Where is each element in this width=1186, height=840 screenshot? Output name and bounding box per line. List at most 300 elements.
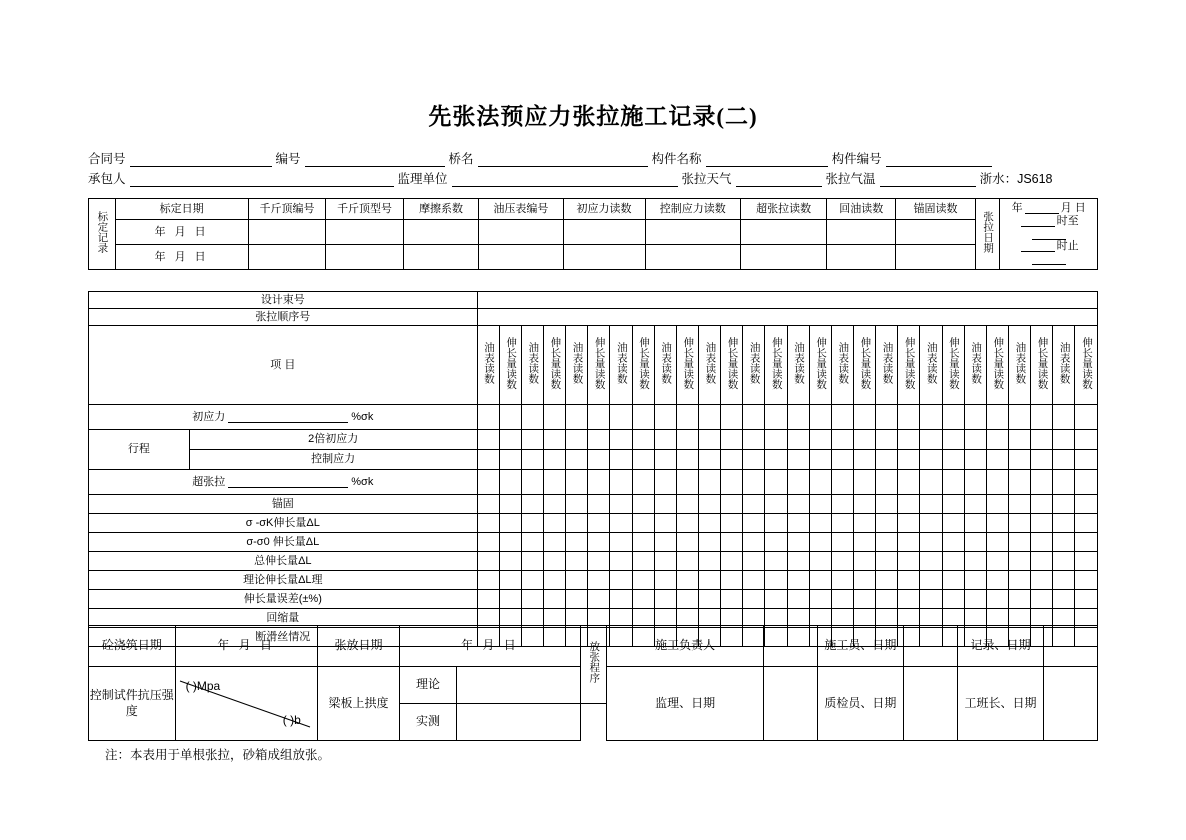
cell[interactable]	[632, 450, 654, 470]
cell[interactable]	[809, 514, 831, 533]
cell[interactable]	[942, 495, 964, 514]
cell[interactable]	[499, 450, 521, 470]
cell[interactable]	[920, 405, 942, 430]
cell[interactable]	[676, 590, 698, 609]
cell[interactable]	[676, 405, 698, 430]
cell[interactable]	[942, 552, 964, 571]
cell[interactable]	[632, 405, 654, 430]
cell[interactable]	[831, 552, 853, 571]
cell[interactable]	[942, 590, 964, 609]
cell[interactable]	[1031, 552, 1053, 571]
cell[interactable]	[676, 571, 698, 590]
cell[interactable]	[1053, 470, 1075, 495]
cell[interactable]	[809, 552, 831, 571]
cell[interactable]	[721, 430, 743, 450]
cell[interactable]	[588, 470, 610, 495]
cell[interactable]	[632, 533, 654, 552]
cell[interactable]	[942, 450, 964, 470]
cell[interactable]	[809, 533, 831, 552]
cell[interactable]	[1075, 552, 1098, 571]
cell[interactable]	[654, 533, 676, 552]
cell[interactable]	[632, 430, 654, 450]
cell[interactable]	[566, 495, 588, 514]
cell[interactable]	[876, 450, 898, 470]
cell[interactable]	[632, 590, 654, 609]
cell[interactable]	[699, 405, 721, 430]
cell[interactable]	[831, 405, 853, 430]
cell[interactable]	[765, 470, 787, 495]
cell[interactable]	[1009, 495, 1031, 514]
cell[interactable]	[477, 430, 499, 450]
cell[interactable]	[676, 552, 698, 571]
cell[interactable]	[765, 590, 787, 609]
value-constructor[interactable]	[904, 626, 958, 667]
cell[interactable]	[544, 470, 566, 495]
cell[interactable]	[854, 430, 876, 450]
cell[interactable]	[699, 514, 721, 533]
cell[interactable]	[942, 514, 964, 533]
cell[interactable]	[1031, 495, 1053, 514]
field-member-name[interactable]	[706, 151, 828, 167]
cell[interactable]	[699, 450, 721, 470]
cell[interactable]	[876, 495, 898, 514]
cell[interactable]	[477, 470, 499, 495]
cell[interactable]	[654, 571, 676, 590]
cell[interactable]	[676, 533, 698, 552]
cell[interactable]	[986, 552, 1008, 571]
cell[interactable]	[499, 430, 521, 450]
cell[interactable]	[743, 533, 765, 552]
cell[interactable]	[743, 552, 765, 571]
value-release-date[interactable]: 年 月 日	[400, 626, 580, 667]
cell[interactable]	[964, 590, 986, 609]
cell[interactable]	[1031, 571, 1053, 590]
field-number[interactable]	[305, 151, 445, 167]
cell[interactable]	[787, 405, 809, 430]
cell[interactable]	[898, 430, 920, 450]
cell[interactable]	[588, 571, 610, 590]
cell[interactable]	[920, 590, 942, 609]
cell[interactable]	[721, 450, 743, 470]
cell[interactable]	[544, 430, 566, 450]
cell[interactable]	[521, 571, 543, 590]
cell[interactable]	[521, 514, 543, 533]
cell[interactable]	[876, 430, 898, 450]
cell[interactable]	[1009, 552, 1031, 571]
cell[interactable]	[721, 470, 743, 495]
cal-gauge-2[interactable]	[479, 245, 563, 270]
field-temperature[interactable]	[880, 171, 976, 187]
cell[interactable]	[699, 571, 721, 590]
cell[interactable]	[942, 571, 964, 590]
cell[interactable]	[1053, 533, 1075, 552]
cell[interactable]	[831, 590, 853, 609]
cell[interactable]	[964, 552, 986, 571]
cell[interactable]	[566, 514, 588, 533]
cell[interactable]	[588, 533, 610, 552]
cell[interactable]	[743, 405, 765, 430]
cal-friction-2[interactable]	[403, 245, 478, 270]
cal-date-1[interactable]: 年 月 日	[115, 220, 248, 245]
value-responsible[interactable]	[764, 626, 818, 667]
cell[interactable]	[1075, 470, 1098, 495]
cell[interactable]	[765, 514, 787, 533]
cell[interactable]	[854, 571, 876, 590]
cell[interactable]	[831, 495, 853, 514]
cell[interactable]	[632, 495, 654, 514]
cell[interactable]	[544, 590, 566, 609]
cell[interactable]	[854, 495, 876, 514]
cell[interactable]	[1053, 430, 1075, 450]
cell[interactable]	[1009, 590, 1031, 609]
cal-return-1[interactable]	[827, 220, 896, 245]
cell[interactable]	[1009, 405, 1031, 430]
cell[interactable]	[566, 470, 588, 495]
cell[interactable]	[898, 533, 920, 552]
cell[interactable]	[566, 533, 588, 552]
cell[interactable]	[920, 514, 942, 533]
cell[interactable]	[787, 590, 809, 609]
cell[interactable]	[654, 590, 676, 609]
cell[interactable]	[920, 552, 942, 571]
cell[interactable]	[920, 430, 942, 450]
cell[interactable]	[721, 571, 743, 590]
cell[interactable]	[588, 514, 610, 533]
value-record[interactable]	[1044, 626, 1098, 667]
cell[interactable]	[610, 495, 632, 514]
cell[interactable]	[831, 571, 853, 590]
cell[interactable]	[1075, 495, 1098, 514]
cell[interactable]	[854, 470, 876, 495]
cell[interactable]	[544, 495, 566, 514]
cell[interactable]	[676, 514, 698, 533]
cell[interactable]	[610, 405, 632, 430]
cell[interactable]	[964, 514, 986, 533]
cell[interactable]	[898, 590, 920, 609]
cell[interactable]	[477, 514, 499, 533]
cell[interactable]	[699, 495, 721, 514]
cell[interactable]	[477, 533, 499, 552]
cell[interactable]	[477, 405, 499, 430]
cal-over-2[interactable]	[740, 245, 826, 270]
cell[interactable]	[544, 514, 566, 533]
cell[interactable]	[898, 405, 920, 430]
cell[interactable]	[787, 571, 809, 590]
cell[interactable]	[544, 552, 566, 571]
cell[interactable]	[477, 571, 499, 590]
cell[interactable]	[521, 430, 543, 450]
cell[interactable]	[964, 430, 986, 450]
cell[interactable]	[787, 495, 809, 514]
cell[interactable]	[1075, 450, 1098, 470]
cell[interactable]	[898, 495, 920, 514]
cell[interactable]	[654, 514, 676, 533]
cell[interactable]	[743, 470, 765, 495]
sequence-value[interactable]	[477, 309, 1097, 326]
cell[interactable]	[566, 405, 588, 430]
cell[interactable]	[942, 533, 964, 552]
cell[interactable]	[588, 430, 610, 450]
cell[interactable]	[588, 450, 610, 470]
cell[interactable]	[787, 470, 809, 495]
cell[interactable]	[1031, 405, 1053, 430]
cell[interactable]	[1009, 430, 1031, 450]
cell[interactable]	[521, 470, 543, 495]
cell[interactable]	[986, 495, 1008, 514]
cell[interactable]	[964, 405, 986, 430]
cell[interactable]	[699, 533, 721, 552]
cell-zhangla-date-value[interactable]	[1000, 199, 1098, 270]
cell[interactable]	[854, 552, 876, 571]
cell[interactable]	[1009, 470, 1031, 495]
cell[interactable]	[499, 533, 521, 552]
cell[interactable]	[566, 590, 588, 609]
cell[interactable]	[499, 470, 521, 495]
cell[interactable]	[1075, 571, 1098, 590]
cell[interactable]	[654, 470, 676, 495]
cell[interactable]	[809, 470, 831, 495]
cell[interactable]	[964, 450, 986, 470]
cell[interactable]	[964, 470, 986, 495]
field-supervision-unit[interactable]	[452, 171, 678, 187]
cell[interactable]	[610, 470, 632, 495]
cell[interactable]	[964, 571, 986, 590]
cell[interactable]	[986, 571, 1008, 590]
design-bundle-value[interactable]	[477, 292, 1097, 309]
cell[interactable]	[632, 571, 654, 590]
cell[interactable]	[765, 533, 787, 552]
cell[interactable]	[1075, 590, 1098, 609]
cell[interactable]	[809, 571, 831, 590]
cell[interactable]	[521, 495, 543, 514]
cal-anchor-2[interactable]	[896, 245, 976, 270]
cell[interactable]	[610, 430, 632, 450]
cell[interactable]	[632, 470, 654, 495]
cell[interactable]	[1031, 430, 1053, 450]
cell[interactable]	[809, 405, 831, 430]
cell[interactable]	[610, 514, 632, 533]
cell[interactable]	[477, 450, 499, 470]
cell[interactable]	[765, 430, 787, 450]
cell[interactable]	[721, 533, 743, 552]
cell[interactable]	[898, 514, 920, 533]
cal-initial-1[interactable]	[563, 220, 645, 245]
cell[interactable]	[632, 552, 654, 571]
cell[interactable]	[787, 430, 809, 450]
cell[interactable]	[876, 405, 898, 430]
value-theory[interactable]	[456, 667, 580, 704]
field-weather[interactable]	[736, 171, 822, 187]
cell[interactable]	[544, 450, 566, 470]
cell[interactable]	[1009, 514, 1031, 533]
cell[interactable]	[632, 514, 654, 533]
cell[interactable]	[986, 450, 1008, 470]
cal-return-2[interactable]	[827, 245, 896, 270]
cell[interactable]	[1053, 590, 1075, 609]
cell[interactable]	[676, 495, 698, 514]
cell[interactable]	[1031, 470, 1053, 495]
cell[interactable]	[499, 495, 521, 514]
cell[interactable]	[1053, 450, 1075, 470]
cell[interactable]	[809, 450, 831, 470]
cell[interactable]	[588, 405, 610, 430]
cell[interactable]	[743, 571, 765, 590]
cal-jackmodel-1[interactable]	[326, 220, 404, 245]
cell[interactable]	[765, 495, 787, 514]
cell[interactable]	[787, 552, 809, 571]
cell[interactable]	[699, 552, 721, 571]
cal-jackno-1[interactable]	[248, 220, 326, 245]
cell[interactable]	[499, 514, 521, 533]
cell[interactable]	[521, 552, 543, 571]
field-member-no[interactable]	[886, 151, 992, 167]
cell[interactable]	[1031, 590, 1053, 609]
cell[interactable]	[1075, 430, 1098, 450]
cal-date-2[interactable]: 年 月 日	[115, 245, 248, 270]
cal-control-2[interactable]	[645, 245, 740, 270]
cell[interactable]	[610, 571, 632, 590]
cell[interactable]	[898, 552, 920, 571]
cell[interactable]	[831, 450, 853, 470]
cell[interactable]	[1053, 405, 1075, 430]
cell[interactable]	[544, 571, 566, 590]
cell[interactable]	[787, 533, 809, 552]
cell[interactable]	[831, 514, 853, 533]
cell[interactable]	[610, 590, 632, 609]
cell[interactable]	[854, 590, 876, 609]
cell[interactable]	[743, 590, 765, 609]
cell[interactable]	[521, 533, 543, 552]
cell[interactable]	[499, 405, 521, 430]
cell[interactable]	[544, 533, 566, 552]
cell[interactable]	[1075, 514, 1098, 533]
cell[interactable]	[898, 450, 920, 470]
cell[interactable]	[676, 430, 698, 450]
cell[interactable]	[566, 571, 588, 590]
cell[interactable]	[809, 495, 831, 514]
cell[interactable]	[721, 405, 743, 430]
cell[interactable]	[721, 495, 743, 514]
cell[interactable]	[566, 430, 588, 450]
cell[interactable]	[898, 470, 920, 495]
field-contract-no[interactable]	[130, 151, 272, 167]
cell[interactable]	[588, 552, 610, 571]
cell[interactable]	[1053, 514, 1075, 533]
cell[interactable]	[854, 533, 876, 552]
cell[interactable]	[699, 470, 721, 495]
cell[interactable]	[1031, 514, 1053, 533]
cal-jackno-2[interactable]	[248, 245, 326, 270]
cell[interactable]	[765, 552, 787, 571]
cell[interactable]	[743, 514, 765, 533]
cell[interactable]	[942, 405, 964, 430]
cell[interactable]	[986, 514, 1008, 533]
cell[interactable]	[654, 405, 676, 430]
cell[interactable]	[831, 533, 853, 552]
cell[interactable]	[854, 514, 876, 533]
cell[interactable]	[654, 450, 676, 470]
cell[interactable]	[654, 495, 676, 514]
cell[interactable]	[765, 405, 787, 430]
cell[interactable]	[1009, 450, 1031, 470]
cell[interactable]	[699, 590, 721, 609]
cell[interactable]	[831, 430, 853, 450]
value-strength[interactable]	[175, 667, 317, 741]
cell[interactable]	[610, 533, 632, 552]
cell[interactable]	[920, 450, 942, 470]
cell[interactable]	[876, 590, 898, 609]
cell[interactable]	[477, 552, 499, 571]
cell[interactable]	[765, 571, 787, 590]
cell[interactable]	[986, 533, 1008, 552]
cell[interactable]	[920, 495, 942, 514]
cell[interactable]	[566, 450, 588, 470]
cell[interactable]	[1009, 571, 1031, 590]
cell[interactable]	[1053, 571, 1075, 590]
cell[interactable]	[743, 495, 765, 514]
value-foreman[interactable]	[1044, 667, 1098, 741]
cell[interactable]	[1031, 533, 1053, 552]
cal-friction-1[interactable]	[403, 220, 478, 245]
cell[interactable]	[787, 450, 809, 470]
cal-gauge-1[interactable]	[479, 220, 563, 245]
cell[interactable]	[610, 552, 632, 571]
cell[interactable]	[1053, 495, 1075, 514]
cell[interactable]	[588, 495, 610, 514]
cell[interactable]	[676, 450, 698, 470]
cell[interactable]	[1009, 533, 1031, 552]
cell[interactable]	[721, 552, 743, 571]
cell[interactable]	[654, 552, 676, 571]
field-bridge-name[interactable]	[478, 151, 648, 167]
cell[interactable]	[876, 552, 898, 571]
cell[interactable]	[920, 533, 942, 552]
cell[interactable]	[588, 590, 610, 609]
cell[interactable]	[499, 552, 521, 571]
value-supervisor[interactable]	[764, 667, 818, 741]
cell[interactable]	[986, 470, 1008, 495]
cell[interactable]	[986, 430, 1008, 450]
cell[interactable]	[986, 405, 1008, 430]
cell[interactable]	[986, 590, 1008, 609]
cell[interactable]	[721, 514, 743, 533]
cell[interactable]	[721, 590, 743, 609]
cell[interactable]	[765, 450, 787, 470]
cell[interactable]	[1075, 533, 1098, 552]
cell[interactable]	[1053, 552, 1075, 571]
value-pour-date[interactable]: 年 月 日	[175, 626, 317, 667]
cal-anchor-1[interactable]	[896, 220, 976, 245]
cal-control-1[interactable]	[645, 220, 740, 245]
cell[interactable]	[743, 450, 765, 470]
cell[interactable]	[809, 430, 831, 450]
value-measured[interactable]	[456, 704, 580, 741]
cell[interactable]	[499, 571, 521, 590]
cell[interactable]	[477, 590, 499, 609]
cell[interactable]	[920, 571, 942, 590]
cell[interactable]	[854, 405, 876, 430]
cell[interactable]	[809, 590, 831, 609]
cell[interactable]	[1075, 405, 1098, 430]
cell[interactable]	[1031, 450, 1053, 470]
cell[interactable]	[544, 405, 566, 430]
value-qc[interactable]	[904, 667, 958, 741]
field-contractor[interactable]	[130, 171, 394, 187]
cell[interactable]	[521, 450, 543, 470]
cell[interactable]	[477, 495, 499, 514]
cell[interactable]	[942, 470, 964, 495]
cal-over-1[interactable]	[740, 220, 826, 245]
